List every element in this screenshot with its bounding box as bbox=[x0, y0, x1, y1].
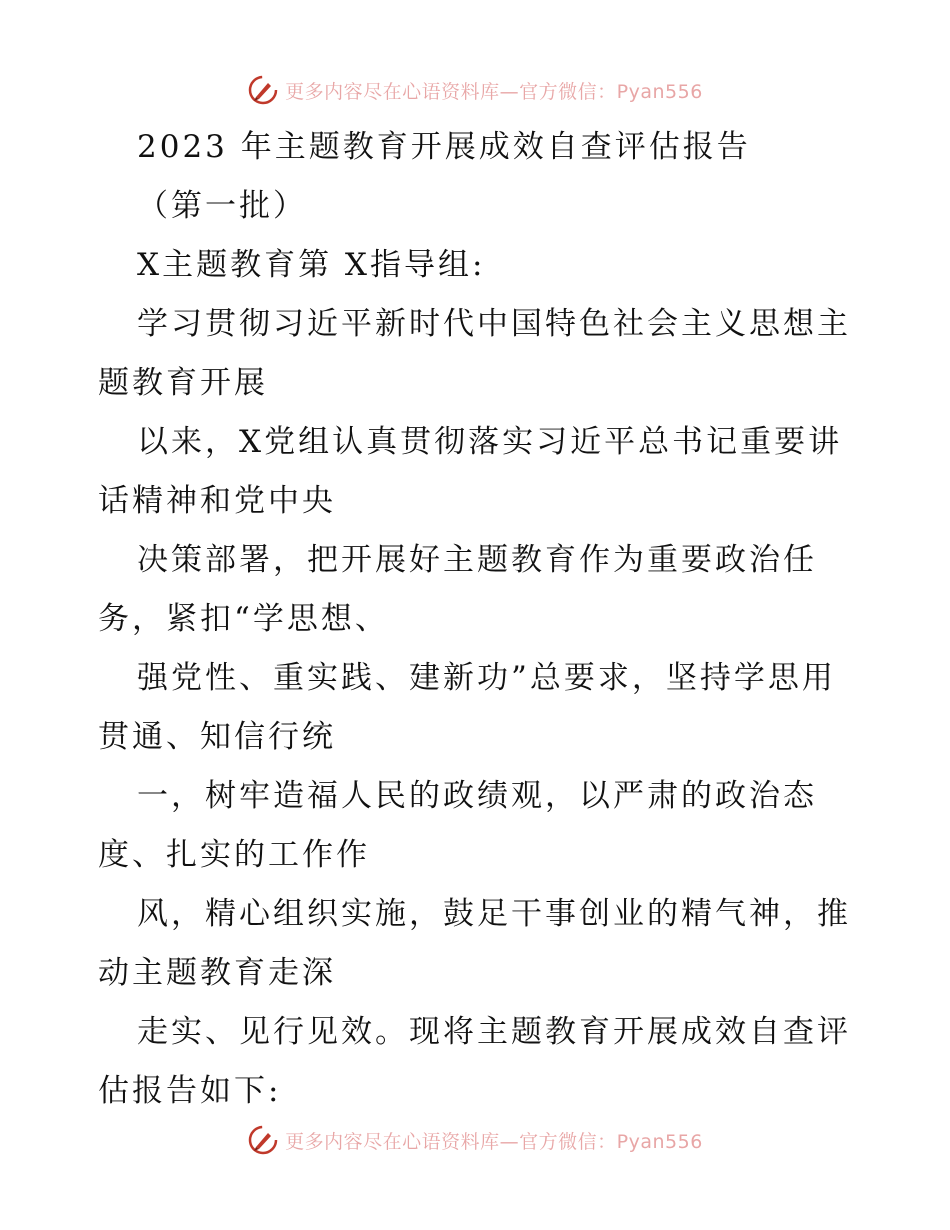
watermark-banner-top bbox=[0, 70, 950, 110]
body-line: 动主题教育走深 bbox=[98, 955, 336, 991]
body-line: 以来，X党组认真贯彻落实习近平总书记重要讲 bbox=[137, 424, 843, 460]
document-title: 2023 年主题教育开展成效自查评估报告 bbox=[137, 129, 751, 165]
body-line: 题教育开展 bbox=[98, 365, 268, 401]
body-line: 务，紧扣“学思想、 bbox=[98, 601, 389, 637]
watermark-text: 更多内容尽在心语资料库—官方微信：Pyan556 bbox=[285, 80, 703, 103]
document-body bbox=[98, 118, 858, 1121]
pen-logo-icon bbox=[247, 1124, 279, 1156]
body-line: 强党性、重实践、建新功”总要求，坚持学思用 bbox=[137, 660, 836, 696]
watermark-banner-bottom bbox=[0, 1120, 950, 1160]
body-line: 风，精心组织实施，鼓足干事创业的精气神，推 bbox=[137, 896, 851, 932]
body-line: 贯通、知信行统 bbox=[98, 719, 336, 755]
body-line: 学习贯彻习近平新时代中国特色社会主义思想主 bbox=[137, 306, 851, 342]
body-line: 决策部署，把开展好主题教育作为重要政治任 bbox=[137, 542, 817, 578]
watermark-text: 更多内容尽在心语资料库—官方微信：Pyan556 bbox=[285, 1130, 703, 1153]
body-line: 度、扎实的工作作 bbox=[98, 837, 370, 873]
body-line: 估报告如下: bbox=[98, 1073, 282, 1109]
addressee: X主题教育第 X指导组: bbox=[137, 247, 486, 283]
body-line: 一，树牢造福人民的政绩观，以严肃的政治态 bbox=[137, 778, 817, 814]
document-subtitle: （第一批） bbox=[137, 188, 307, 224]
body-text bbox=[98, 295, 858, 1121]
body-line: 走实、见行见效。现将主题教育开展成效自查评 bbox=[137, 1014, 851, 1050]
body-line: 话精神和党中央 bbox=[98, 483, 336, 519]
pen-logo-icon bbox=[247, 74, 279, 106]
